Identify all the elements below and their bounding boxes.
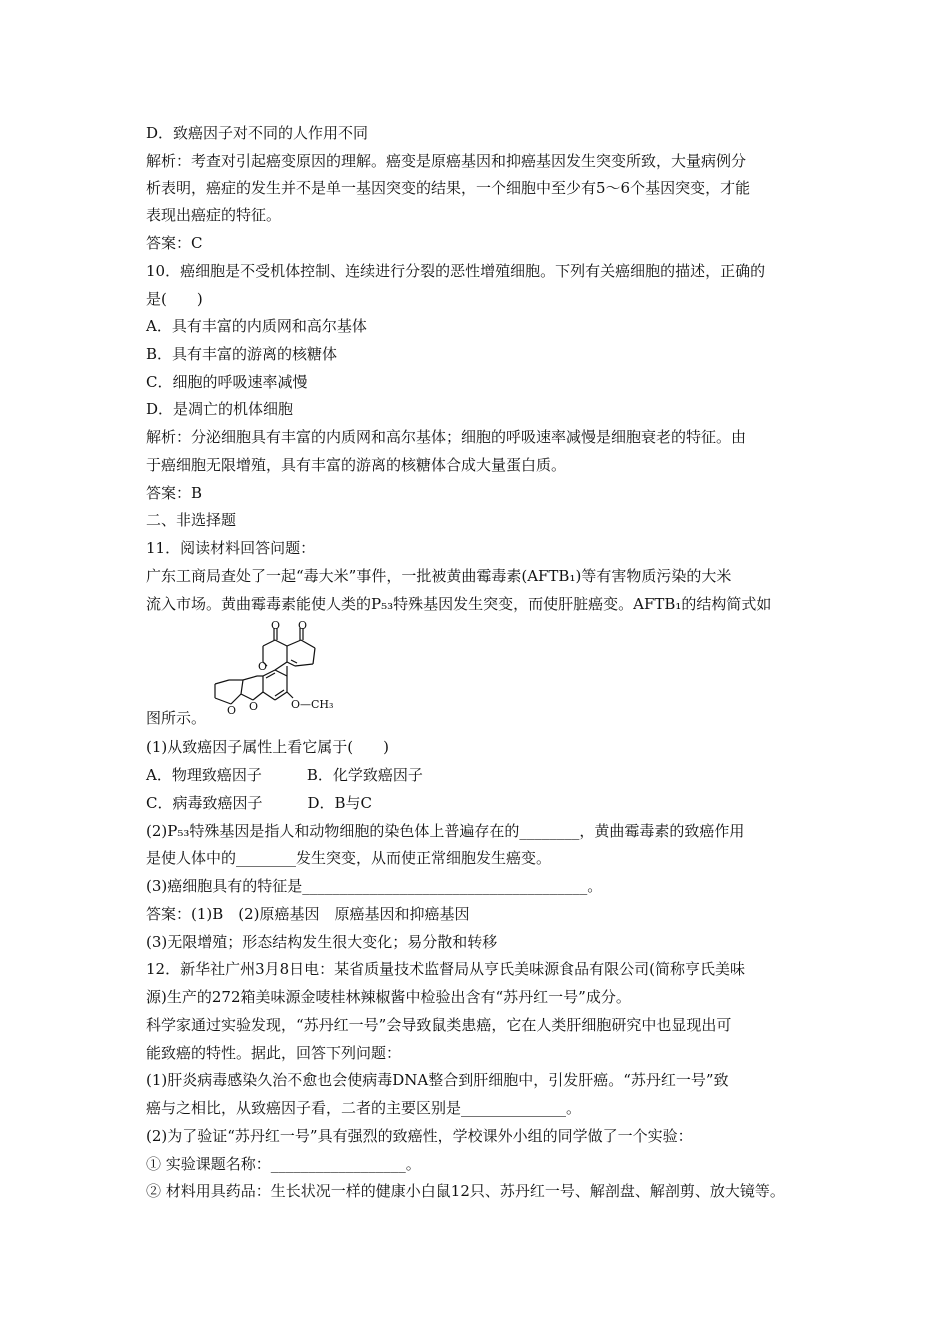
text-line: A．具有丰富的内质网和高尔基体 (146, 317, 367, 335)
text-line: 源)生产的272箱美味源金唛桂林辣椒酱中检验出含有“苏丹红一号”成分。 (146, 988, 631, 1006)
text-line: 解析：考查对引起癌变原因的理解。癌变是原癌基因和抑癌基因发生突变所致，大量病例分 (146, 152, 747, 170)
text-line: 科学家通过实验发现，“苏丹红一号”会导致鼠类患癌，它在人类肝细胞研究中也显现出可 (146, 1016, 732, 1034)
text-line: 是使人体中的________发生突变，从而使正常细胞发生癌变。 (146, 849, 552, 867)
text-line: 能致癌的特性。据此，回答下列问题： (146, 1044, 402, 1062)
section-heading: 二、非选择题 (146, 511, 237, 529)
aftb1-structure-diagram (205, 618, 345, 723)
text-line: 答案：C (146, 234, 203, 252)
text-line: 析表明，癌症的发生并不是单一基因突变的结果，一个细胞中至少有5～6个基因突变，才能 (146, 179, 751, 197)
text-line: 12．新华社广州3月8日电：某省质量技术监督局从亨氏美味源食品有限公司(简称亨氏美味 (146, 960, 746, 978)
text-line: D．是凋亡的机体细胞 (146, 400, 294, 418)
text-line: 流入市场。黄曲霉毒素能使人类的P₅₃特殊基因发生突变，而使肝脏癌变。AFTB₁的结构简式如 (146, 595, 772, 613)
text-line: (2)P₅₃特殊基因是指人和动物细胞的染色体上普遍存在的________，黄曲霉毒素的致癌作用 (146, 822, 745, 840)
text-line: (2)为了验证“苏丹红一号”具有强烈的致癌性，学校课外小组的同学做了一个实验： (146, 1127, 693, 1145)
text-line: 答案：(1)B (2)原癌基因 原癌基因和抑癌基因 (146, 905, 470, 923)
text-line: A．物理致癌因子 B．化学致癌因子 (146, 766, 423, 784)
aftb1-structure-svg (205, 618, 345, 723)
text-line: ① 实验课题名称：__________________。 (146, 1155, 421, 1173)
ring-o-label: O (249, 700, 259, 713)
text-line: 于癌细胞无限增殖，具有丰富的游离的核糖体合成大量蛋白质。 (146, 456, 567, 474)
methoxy-label: O—CH₃ (291, 698, 334, 711)
text-line: 是( ) (146, 290, 203, 308)
ring-o-label: O (227, 704, 237, 717)
text-line: ② 材料用具药品：生长状况一样的健康小白鼠12只、苏丹红一号、解剖盘、解剖剪、放大镜等。 (146, 1182, 785, 1200)
text-line: 答案：B (146, 484, 203, 502)
text-line: B．具有丰富的游离的核糖体 (146, 345, 338, 363)
carbonyl-o-label: O (298, 619, 308, 632)
text-line: C．细胞的呼吸速率减慢 (146, 373, 308, 391)
text-line: 11．阅读材料回答问题： (146, 539, 316, 557)
text-line: C．病毒致癌因子 D．B与C (146, 794, 373, 812)
ring-o-label: O (258, 660, 268, 673)
text-line: D．致癌因子对不同的人作用不同 (146, 124, 369, 142)
text-line: (1)从致癌因子属性上看它属于( ) (146, 738, 389, 756)
text-line: (3)癌细胞具有的特征是______________________________________。 (146, 877, 603, 895)
carbonyl-o-label: O (271, 619, 281, 632)
text-line: 表现出癌症的特征。 (146, 206, 282, 224)
text-line: 癌与之相比，从致癌因子看，二者的主要区别是______________。 (146, 1099, 582, 1117)
text-line: 广东工商局查处了一起“毒大米”事件，一批被黄曲霉毒素(AFTB₁)等有害物质污染的大米 (146, 567, 732, 585)
text-line: (3)无限增殖；形态结构发生很大变化；易分散和转移 (146, 933, 498, 951)
text-line: 解析：分泌细胞具有丰富的内质网和高尔基体；细胞的呼吸速率减慢是细胞衰老的特征。由 (146, 428, 747, 446)
text-line: 10．癌细胞是不受机体控制、连续进行分裂的恶性增殖细胞。下列有关癌细胞的描述，正确的 (146, 262, 766, 280)
text-line: (1)肝炎病毒感染久治不愈也会使病毒DNA整合到肝细胞中，引发肝癌。“苏丹红一号”致 (146, 1071, 729, 1089)
text-line: 图所示。 (146, 709, 207, 727)
